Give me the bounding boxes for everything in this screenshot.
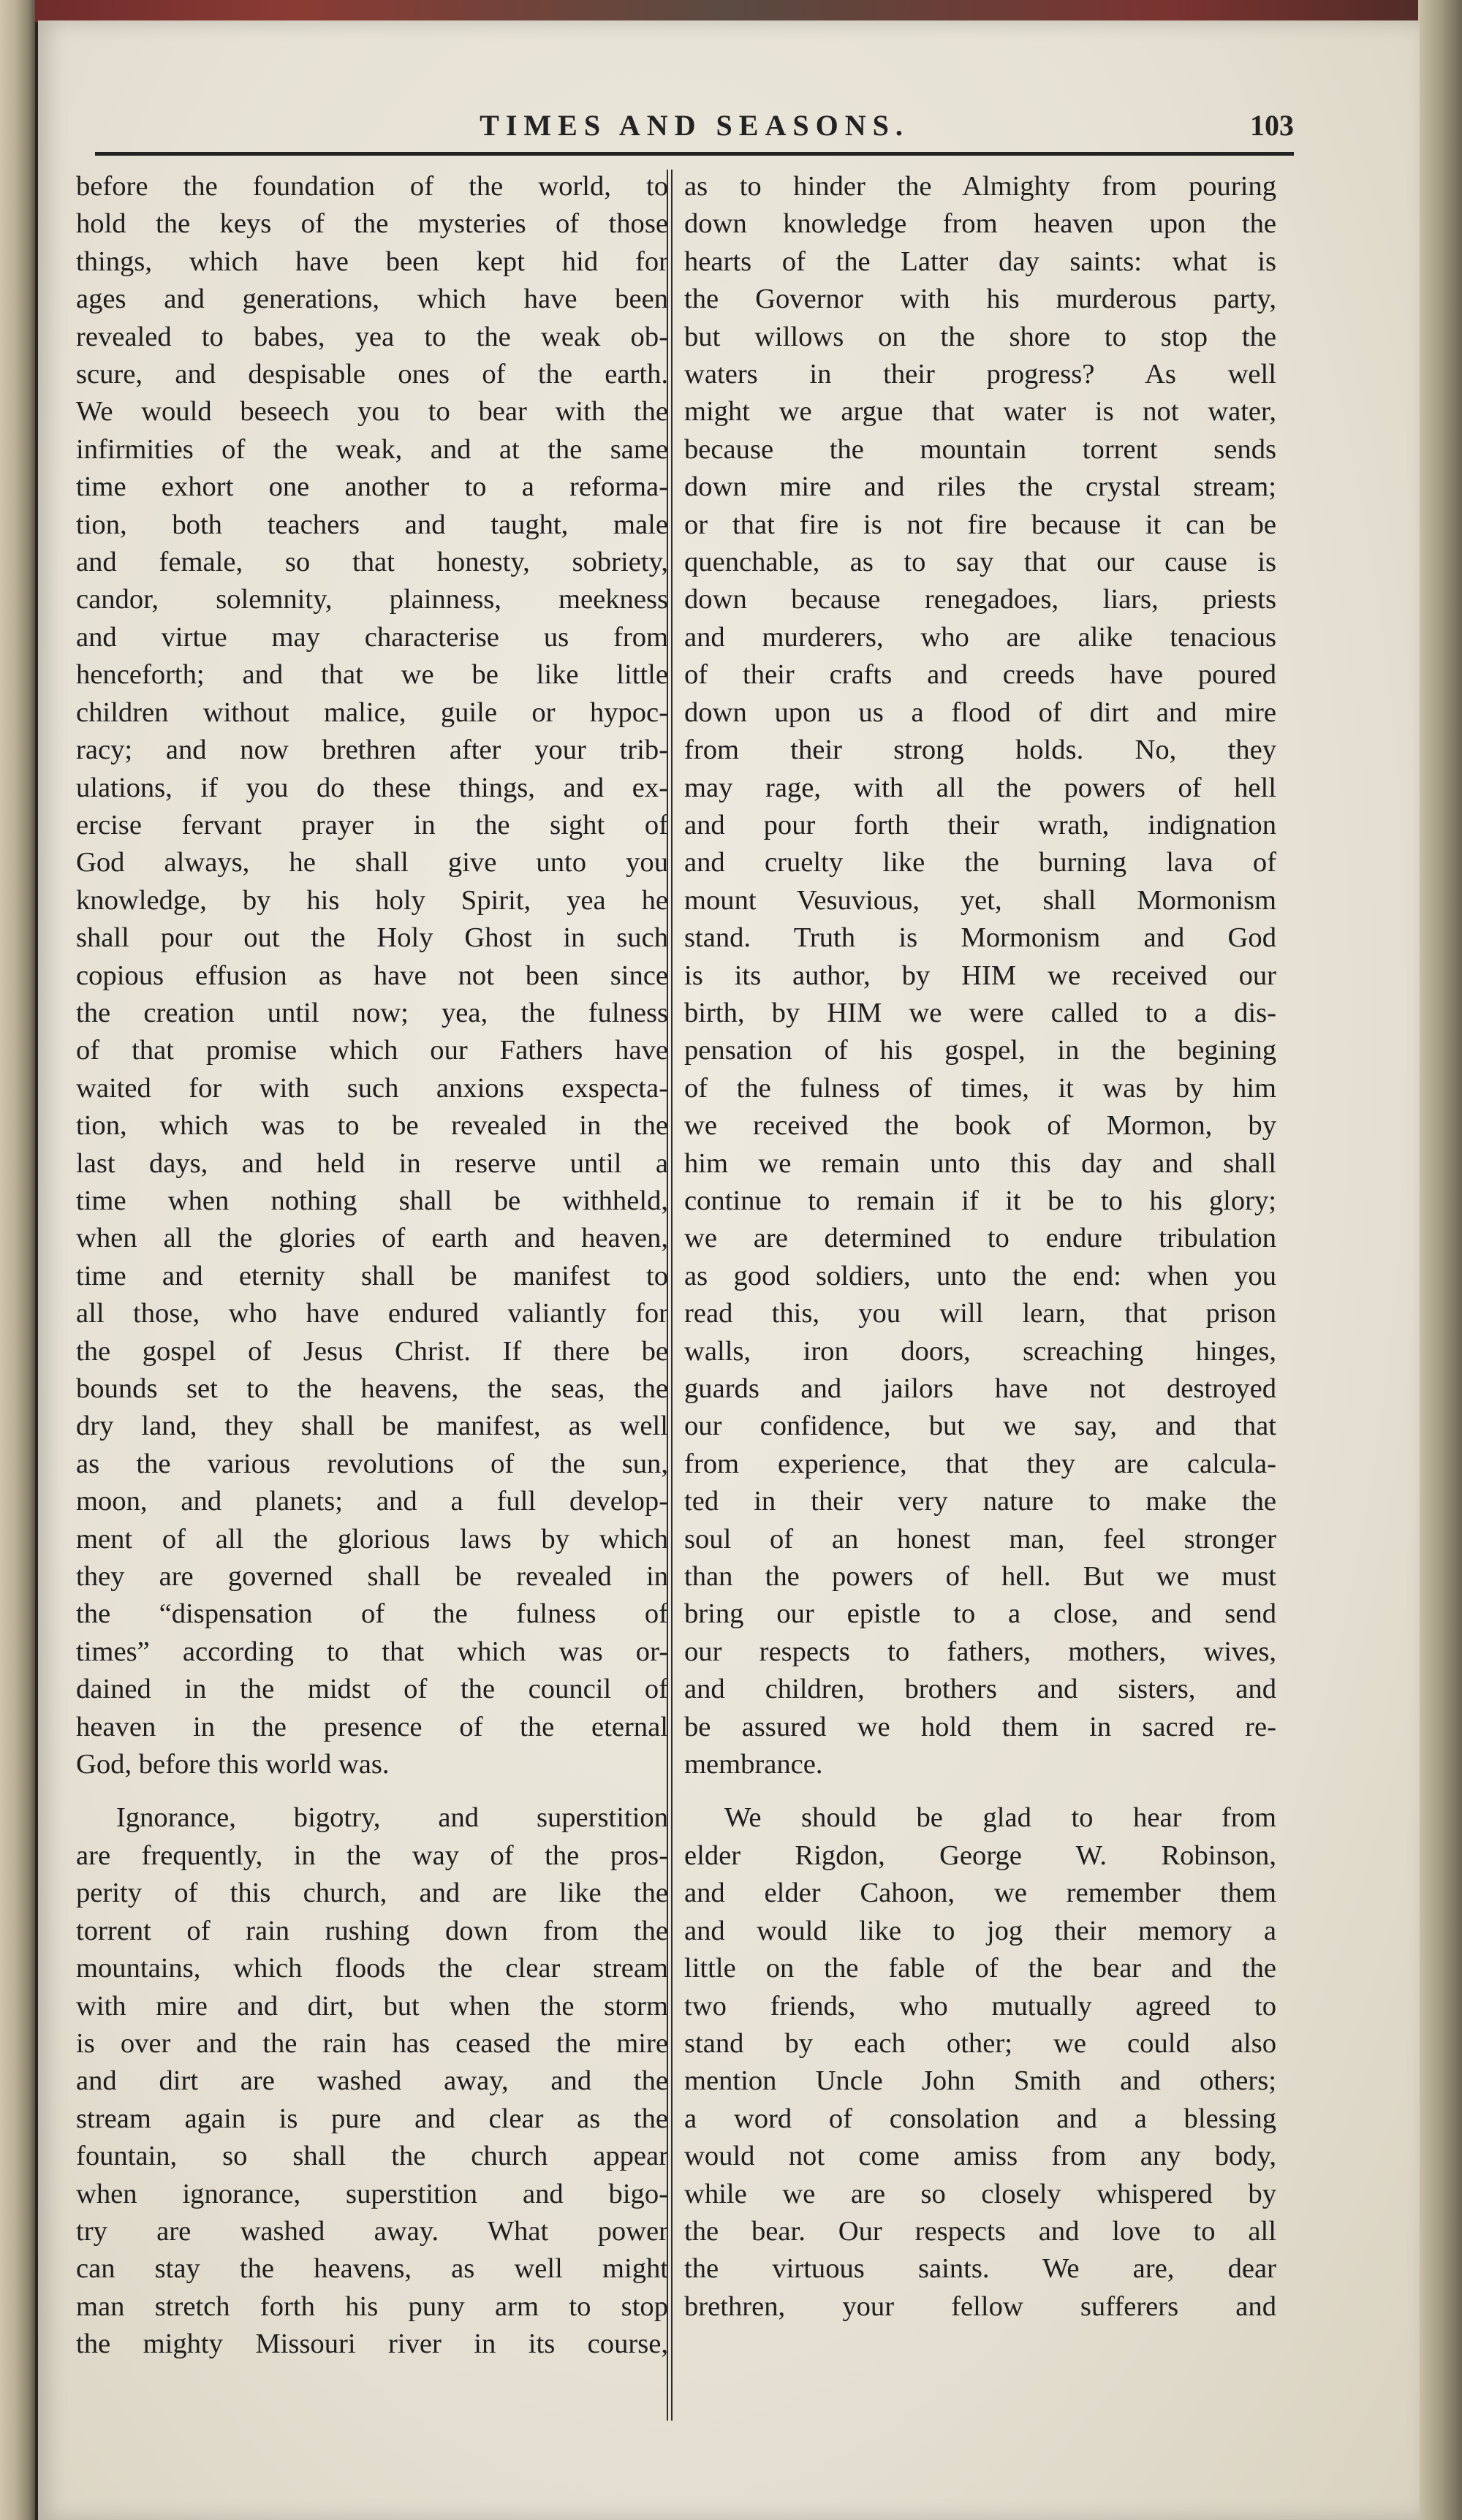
- text-line: ages and generations, which have been: [76, 284, 668, 315]
- text-line: or that fire is not fire because it can be: [684, 509, 1276, 540]
- text-line: Ignorance, bigotry, and superstition: [116, 1802, 668, 1834]
- paragraph-break: [76, 1783, 668, 1799]
- text-line: as the various revolutions of the sun,: [76, 1448, 668, 1479]
- text-line: from experience, that they are calcula-: [684, 1448, 1276, 1479]
- paragraph-break: [684, 1783, 1276, 1799]
- text-line: we are determined to endure tribulation: [684, 1223, 1276, 1254]
- text-line: children without malice, guile or hypoc-: [76, 697, 668, 728]
- text-line: would not come amiss from any body,: [684, 2141, 1276, 2172]
- text-column-left: [76, 168, 668, 2364]
- text-line: soul of an honest man, feel stronger: [684, 1523, 1276, 1555]
- text-line: pensation of his gospel, in the begining: [684, 1035, 1276, 1066]
- text-line: of that promise which our Fathers have: [76, 1035, 668, 1066]
- text-line: and elder Cahoon, we remember them: [684, 1878, 1276, 1909]
- text-line: the creation until now; yea, the fulness: [76, 997, 668, 1028]
- text-line: We should be glad to hear from: [724, 1802, 1276, 1834]
- text-line: and would like to jog their memory a: [684, 1915, 1276, 1946]
- text-line: the bear. Our respects and love to all: [684, 2215, 1276, 2247]
- text-line: membrance.: [684, 1749, 823, 1780]
- text-line: the gospel of Jesus Christ. If there be: [76, 1335, 668, 1367]
- text-line: is over and the rain has ceased the mire: [76, 2027, 668, 2059]
- text-line: birth, by HIM we were called to a dis-: [684, 997, 1276, 1028]
- text-line: and virtue may characterise us from: [76, 621, 668, 653]
- text-line: elder Rigdon, George W. Robinson,: [684, 1840, 1276, 1871]
- text-line: and cruelty like the burning lava of: [684, 847, 1276, 878]
- text-line: things, which have been kept hid for: [76, 246, 668, 277]
- text-line: before the foundation of the world, to: [76, 171, 668, 202]
- text-line: the mighty Missouri river in its course,: [76, 2329, 668, 2360]
- text-line: continue to remain if it be to his glory;: [684, 1185, 1276, 1216]
- text-line: mount Vesuvious, yet, shall Mormonism: [684, 884, 1276, 916]
- text-line: all those, who have endured valiantly for: [76, 1298, 668, 1329]
- text-line: fountain, so shall the church appear: [76, 2141, 668, 2172]
- text-line: heaven in the presence of the eternal: [76, 1711, 668, 1742]
- text-line: two friends, who mutually agreed to: [684, 1990, 1276, 2022]
- text-line: down knowledge from heaven upon the: [684, 208, 1276, 240]
- text-line: as to hinder the Almighty from pouring: [684, 171, 1276, 202]
- text-line: mountains, which floods the clear stream: [76, 1953, 668, 1984]
- text-line: mention Uncle John Smith and others;: [684, 2065, 1276, 2097]
- text-line: time and eternity shall be manifest to: [76, 1260, 668, 1291]
- text-line: dry land, they shall be manifest, as well: [76, 1411, 668, 1442]
- text-line: try are washed away. What power: [76, 2215, 668, 2247]
- text-line: stream again is pure and clear as the: [76, 2103, 668, 2134]
- text-line: read this, you will learn, that prison: [684, 1298, 1276, 1329]
- text-line: infirmities of the weak, and at the same: [76, 433, 668, 465]
- text-line: with mire and dirt, but when the storm: [76, 1990, 668, 2022]
- text-line: stand by each other; we could also: [684, 2027, 1276, 2059]
- text-line: but willows on the shore to stop the: [684, 321, 1276, 352]
- text-line: because the mountain torrent sends: [684, 433, 1276, 465]
- text-line: tion, which was to be revealed in the: [76, 1110, 668, 1142]
- text-line: God always, he shall give unto you: [76, 847, 668, 878]
- text-line: down upon us a flood of dirt and mire: [684, 697, 1276, 728]
- text-line: and murderers, who are alike tenacious: [684, 621, 1276, 653]
- header-rule: [95, 152, 1294, 156]
- column-divider: [667, 170, 673, 2421]
- text-line: quenchable, as to say that our cause is: [684, 547, 1276, 578]
- text-line: hold the keys of the mysteries of those: [76, 208, 668, 240]
- text-line: little on the fable of the bear and the: [684, 1953, 1276, 1984]
- text-line: ment of all the glorious laws by which: [76, 1523, 668, 1555]
- text-line: moon, and planets; and a full develop-: [76, 1486, 668, 1517]
- text-line: perity of this church, and are like the: [76, 1878, 668, 1909]
- text-line: and female, so that honesty, sobriety,: [76, 547, 668, 578]
- text-line: from their strong holds. No, they: [684, 735, 1276, 766]
- text-line: time exhort one another to a reforma-: [76, 471, 668, 503]
- text-line: tion, both teachers and taught, male: [76, 509, 668, 540]
- text-line: hearts of the Latter day saints: what is: [684, 246, 1276, 277]
- book-page-edges-right: [1418, 0, 1462, 2520]
- text-line: be assured we hold them in sacred re-: [684, 1711, 1276, 1742]
- page-number: 103: [1250, 109, 1294, 142]
- text-line: and pour forth their wrath, indignation: [684, 809, 1276, 840]
- text-line: bounds set to the heavens, the seas, the: [76, 1373, 668, 1404]
- text-line: when all the glories of earth and heaven,: [76, 1223, 668, 1254]
- text-line: walls, iron doors, screaching hinges,: [684, 1335, 1276, 1367]
- text-line: while we are so closely whispered by: [684, 2178, 1276, 2209]
- text-line: ted in their very nature to make the: [684, 1486, 1276, 1517]
- text-line: and dirt are washed away, and the: [76, 2065, 668, 2097]
- text-line: of their crafts and creeds have poured: [684, 659, 1276, 691]
- scan-background: [0, 0, 1462, 22]
- text-line: they are governed shall be revealed in: [76, 1561, 668, 1593]
- text-line: the “dispensation of the fulness of: [76, 1598, 668, 1630]
- text-line: last days, and held in reserve until a: [76, 1147, 668, 1179]
- text-line: the Governor with his murderous party,: [684, 284, 1276, 315]
- text-line: down because renegadoes, liars, priests: [684, 584, 1276, 615]
- text-line: a word of consolation and a blessing: [684, 2103, 1276, 2134]
- text-line: shall pour out the Holy Ghost in such: [76, 922, 668, 954]
- page-header: [95, 108, 1294, 152]
- text-line: scure, and despisable ones of the earth.: [76, 359, 668, 390]
- text-line: ercise fervant prayer in the sight of: [76, 809, 668, 840]
- text-line: waters in their progress? As well: [684, 359, 1276, 390]
- text-line: is its author, by HIM we received our: [684, 960, 1276, 991]
- book-gutter-left: [0, 0, 35, 2520]
- text-line: as good soldiers, unto the end: when you: [684, 1260, 1276, 1291]
- text-line: torrent of rain rushing down from the: [76, 1915, 668, 1946]
- text-line: guards and jailors have not destroyed: [684, 1373, 1276, 1404]
- text-line: God, before this world was.: [76, 1749, 390, 1780]
- text-line: knowledge, by his holy Spirit, yea he: [76, 884, 668, 916]
- text-line: of the fulness of times, it was by him: [684, 1072, 1276, 1104]
- text-line: are frequently, in the way of the pros-: [76, 1840, 668, 1871]
- text-line: than the powers of hell. But we must: [684, 1561, 1276, 1593]
- text-line: We would beseech you to bear with the: [76, 396, 668, 428]
- text-line: dained in the midst of the council of: [76, 1674, 668, 1705]
- text-line: can stay the heavens, as well might: [76, 2253, 668, 2285]
- text-column-right: [684, 168, 1276, 2326]
- text-line: henceforth; and that we be like little: [76, 659, 668, 691]
- text-line: candor, solemnity, plainness, meekness: [76, 584, 668, 615]
- text-line: racy; and now brethren after your trib-: [76, 735, 668, 766]
- text-line: may rage, with all the powers of hell: [684, 772, 1276, 803]
- text-line: down mire and riles the crystal stream;: [684, 471, 1276, 503]
- text-line: brethren, your fellow sufferers and: [684, 2291, 1276, 2322]
- text-line: our confidence, but we say, and that: [684, 1411, 1276, 1442]
- text-line: we received the book of Mormon, by: [684, 1110, 1276, 1142]
- text-line: when ignorance, superstition and bigo-: [76, 2178, 668, 2209]
- text-line: man stretch forth his puny arm to stop: [76, 2291, 668, 2322]
- text-line: him we remain unto this day and shall: [684, 1147, 1276, 1179]
- text-line: times” according to that which was or-: [76, 1636, 668, 1667]
- text-line: ulations, if you do these things, and ex-: [76, 772, 668, 803]
- running-title: TIMES AND SEASONS.: [480, 109, 909, 142]
- text-line: might we argue that water is not water,: [684, 396, 1276, 428]
- text-line: our respects to fathers, mothers, wives,: [684, 1636, 1276, 1667]
- text-line: bring our epistle to a close, and send: [684, 1598, 1276, 1630]
- text-line: and children, brothers and sisters, and: [684, 1674, 1276, 1705]
- text-line: copious effusion as have not been since: [76, 960, 668, 991]
- text-line: stand. Truth is Mormonism and God: [684, 922, 1276, 954]
- text-line: waited for with such anxions exspecta-: [76, 1072, 668, 1104]
- text-line: revealed to babes, yea to the weak ob-: [76, 321, 668, 352]
- text-line: the virtuous saints. We are, dear: [684, 2253, 1276, 2285]
- text-line: time when nothing shall be withheld,: [76, 1185, 668, 1216]
